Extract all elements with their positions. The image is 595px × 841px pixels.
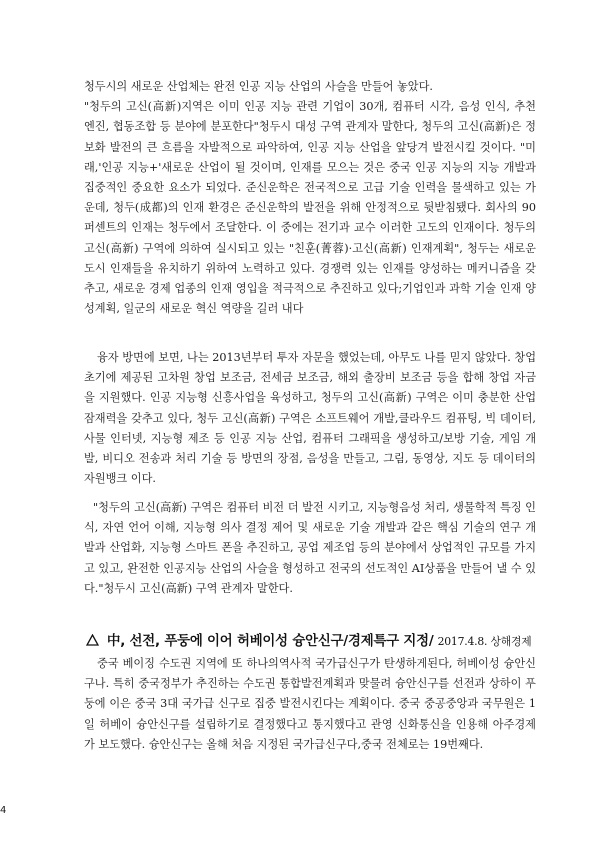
body-paragraph: "청두의 고신(高新) 구역은 컴퓨터 비전 더 발전 시키고, 지능형음성 처리, 생물학적 특징 인식, 자연 언어 이해, 지능형 의사 결정 제어 및 새로운 기술 개발과 같은 핵심 기술의 연구 개발과 산업화, 지능형 스마트 폰을 추진하고, 공업 제조업 등의 분야에서 상업적인 규모를 가지고 있고, 완전한 인공지능 산업의 사슬을 형성하고 전국의 선도적인 AI상품을 만들어 낼 수 있다."청두시 고신(高新) 구역 관계자 말한다. <box>84 501 536 595</box>
page-number: 4 <box>0 805 7 816</box>
body-section-bottom <box>84 498 536 599</box>
body-section-top <box>84 77 536 319</box>
triangle-bullet-icon <box>86 634 99 646</box>
heading-source: 2017.4.8. 상해경제 <box>437 635 532 648</box>
section-heading <box>86 630 546 649</box>
body-section-middle <box>84 348 536 489</box>
body-paragraph: 융자 방면에 보면, 나는 2013년부터 투자 자문을 했었는데, 아무도 나를 믿지 않았다. 창업 초기에 제공된 고차원 창업 보조금, 전세금 보조금, 해외 출장비 보조금 등을 합해 창업 자금을 지원했다. 인공 지능형 신흥사업을 육성하고, 청두의 고신(高新) 구역은 이미 충분한 산업 잠재력을 갖추고 있다, 청두 고신(高新) 구역은 소프트웨어 개발,클라우드 컴퓨팅, 빅 데이터, 사물 인터넷, 지능형 제조 등 인공 지능 산업, 컴퓨터 그래픽을 생성하고/보방 기술, 게임 개발, 비디오 전송과 처리 기술 등 방면의 장점, 음성을 만들고, 그림, 동영상, 지도 등 데이터의 자원뱅크 이다. <box>84 351 536 486</box>
heading-title: 中, 선전, 푸둥에 이어 허베이성 슝안신구/경제특구 지정/ <box>107 634 434 649</box>
body-paragraph: 청두시의 새로운 산업체는 완전 인공 지능 산업의 사슬을 만들어 놓았다. <box>84 80 433 93</box>
body-paragraph: "청두의 고신(高新)지역은 이미 인공 지능 관련 기업이 30개, 컴퓨터 시각, 음성 인식, 추천 엔진, 협동조합 등 분야에 분포한다"청두시 대성 구역 관계자 말한다, 청두의 고신(高新)은 정보화 발전의 큰 흐름을 자발적으로 파악하여, 인공 지능 산업을 앞당겨 발전시킬 것이다. "미래,'인공 지능+'새로운 산업이 될 것이며, 인재를 모으는 것은 중국 인공 지능의 지능 개발과 집중적인 중요한 요소가 되었다. 준신운학은 전국적으로 고급 기술 인력을 물색하고 있는 가운데, 청두(成都)의 인재 환경은 준신운학의 발전을 위해 안정적으로 뒷받침됐다. 회사의 90퍼센트의 인재는 청두에서 조달한다. 이 중에는 전기과 교수 이러한 고도의 인재이다. 청두의 고신(高新) 구역에 의하여 실시되고 있는 "친훈(菁蓉)·고신(高新) 인재계획", 청두는 새로운 도시 인재들을 유치하기 위하여 노력하고 있다. 경쟁력 있는 인재를 양성하는 메커니즘을 갖추고, 새로운 경제 업종의 인재 영입을 적극적으로 추진하고 있다;기업인과 과학 기술 인재 양성계획, 일군의 새로운 혁신 역량을 길러 내다 <box>84 100 536 316</box>
body-section-last <box>84 654 536 755</box>
body-paragraph: 중국 베이징 수도권 지역에 또 하나의역사적 국가급신구가 탄생하게된다, 허베이성 슝안신구나. 특히 중국정부가 추진하는 수도권 통합발전계획과 맞물려 슝안신구를 선전과 상하이 푸둥에 이은 중국 3대 국가급 신구로 집중 발전시킨다는 계획이다. 중국 중공중앙과 국무원은 1일 허베이 슝안신구를 설립하기로 결정했다고 통지했다고 관영 신화통신을 인용해 아주경제가 보도했다. 슝안신구는 올해 처음 지정된 국가급신구다,중국 전체로는 19번째다. <box>84 657 536 751</box>
